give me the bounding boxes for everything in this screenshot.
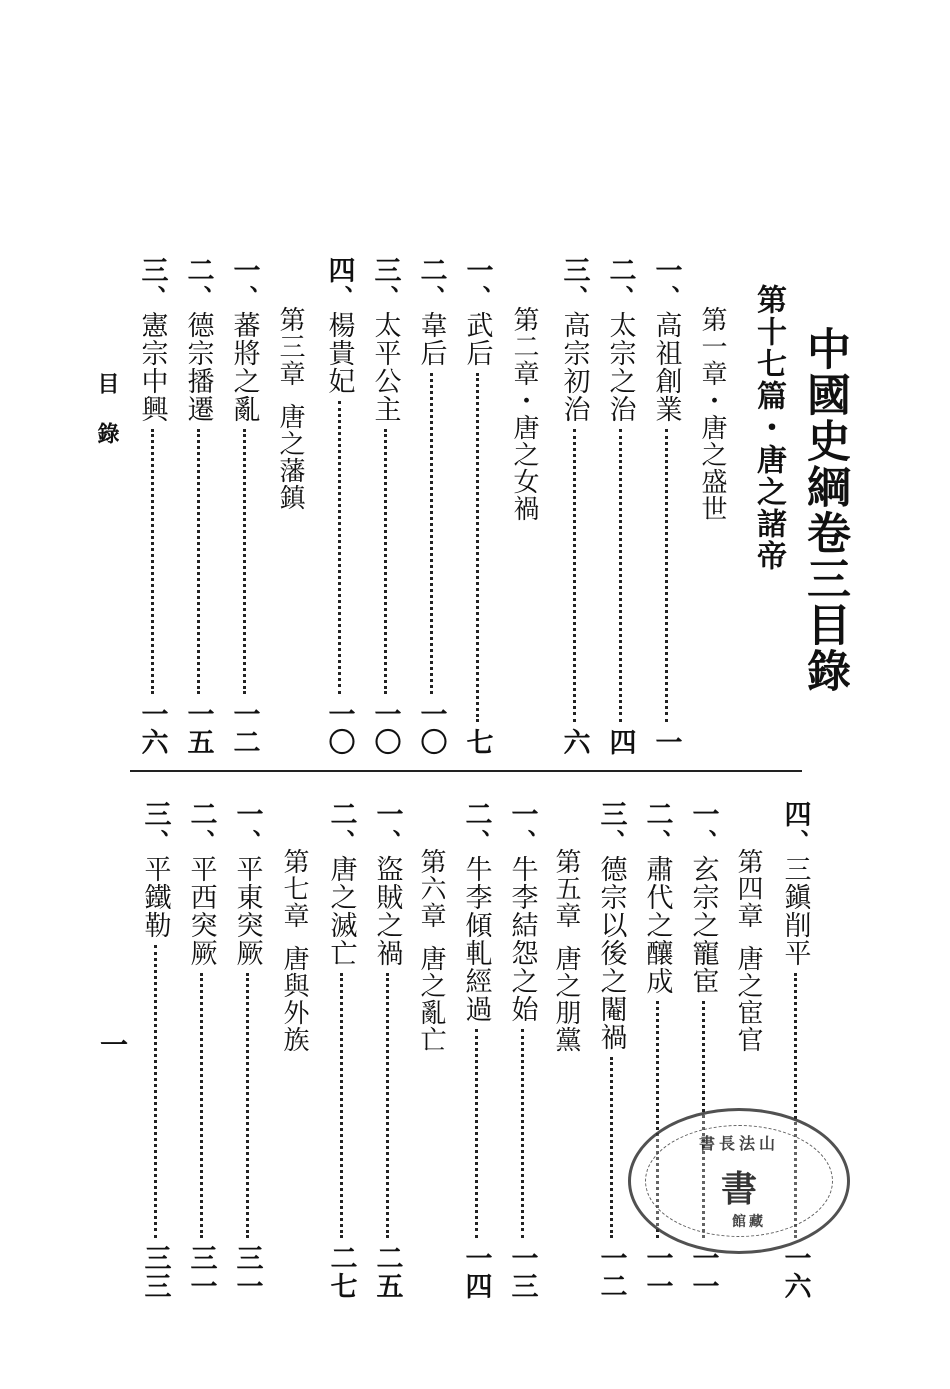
- dot-leader: [521, 1029, 524, 1238]
- enumeration-mark: 、: [373, 829, 402, 853]
- dot-leader: [154, 945, 157, 1238]
- enumeration-mark: 、: [606, 285, 635, 309]
- part-name: 唐之諸帝: [751, 444, 786, 572]
- dot-leader: [610, 1057, 613, 1238]
- entry-title: 蕃將之亂: [228, 311, 260, 423]
- toc-entry[interactable]: [592, 800, 630, 1300]
- enumeration-mark: 、: [781, 829, 810, 853]
- entry-title: 楊貴妃: [323, 311, 355, 395]
- entry-number: 四: [323, 256, 355, 284]
- toc-entry[interactable]: [225, 256, 263, 756]
- entry-number: 一: [650, 256, 682, 284]
- enumeration-mark: 、: [689, 829, 718, 853]
- entry-title: 肅代之釀成: [641, 855, 673, 995]
- entry-page: 六: [558, 728, 590, 756]
- entry-number: 三: [139, 800, 171, 828]
- dot-leader: [619, 429, 622, 722]
- dot-leader: [243, 429, 246, 694]
- entry-number: 三: [558, 256, 590, 284]
- entry-title: 三鎭削平: [779, 855, 811, 967]
- entry-page: 一六: [779, 1244, 811, 1300]
- enumeration-mark: 、: [141, 829, 170, 853]
- toc-entry[interactable]: [322, 800, 360, 1300]
- enumeration-mark: 、: [184, 285, 213, 309]
- entry-page: 一六: [136, 700, 168, 756]
- entry-page: 一二: [228, 700, 260, 756]
- toc-entry[interactable]: [412, 256, 450, 756]
- chapter-2-name: 唐之女禍: [509, 414, 539, 522]
- entry-number: 四: [779, 800, 811, 828]
- enumeration-mark: 、: [138, 285, 167, 309]
- dot-leader: [475, 1029, 478, 1238]
- chapter-separator: ・: [697, 387, 727, 414]
- entry-number: 二: [415, 256, 447, 284]
- entry-title: 盜賊之禍: [371, 855, 403, 967]
- entry-title: 平西突厥: [185, 855, 217, 967]
- chapter-7-name: 唐與外族: [279, 945, 309, 1053]
- entry-page: 一一: [641, 1244, 673, 1300]
- entry-number: 一: [506, 800, 538, 828]
- chapter-2-label: 第二章: [509, 306, 539, 387]
- entry-page: 一三: [506, 1244, 538, 1300]
- chapter-6-name: 唐之亂亡: [416, 945, 446, 1053]
- running-head-text: 目錄: [94, 372, 120, 472]
- entry-title: 牛李傾軋經過: [460, 855, 492, 1023]
- chapter-4-heading: [730, 848, 766, 1068]
- toc-entry[interactable]: [133, 256, 171, 756]
- enumeration-mark: 、: [560, 285, 589, 309]
- toc-entry[interactable]: [182, 800, 220, 1300]
- chapter-2-heading: [506, 306, 542, 536]
- entry-title: 唐之滅亡: [325, 855, 357, 967]
- entry-number: 一: [228, 256, 260, 284]
- entry-page: 三一: [231, 1244, 263, 1300]
- library-stamp: [628, 1108, 850, 1254]
- entry-number: 二: [641, 800, 673, 828]
- stamp-center-text: 書: [720, 1168, 757, 1210]
- entry-title: 高宗初治: [558, 311, 590, 423]
- dot-leader: [665, 429, 668, 722]
- toc-entry[interactable]: [503, 800, 541, 1300]
- entry-page: 一四: [460, 1244, 492, 1300]
- dot-leader: [197, 429, 200, 694]
- entry-title: 平鐵勒: [139, 855, 171, 939]
- entry-page: 一五: [182, 700, 214, 756]
- toc-entry[interactable]: [647, 256, 685, 756]
- toc-entry[interactable]: [457, 800, 495, 1300]
- entry-page: 一〇: [323, 700, 355, 756]
- entry-page: 七: [461, 728, 493, 756]
- toc-entry[interactable]: [368, 800, 406, 1300]
- dot-leader: [476, 373, 479, 722]
- entry-number: 一: [231, 800, 263, 828]
- enumeration-mark: 、: [463, 285, 492, 309]
- chapter-4-label: 第四章: [733, 848, 763, 929]
- stamp-bottom-text: 館藏: [732, 1214, 766, 1230]
- entry-title: 德宗播遷: [182, 311, 214, 423]
- entry-title: 憲宗中興: [136, 311, 168, 423]
- chapter-6-label: 第六章: [416, 848, 446, 929]
- chapter-1-name: 唐之盛世: [697, 414, 727, 522]
- dot-leader: [430, 373, 433, 694]
- enumeration-mark: 、: [233, 829, 262, 853]
- chapter-5-label: 第五章: [551, 848, 581, 929]
- entry-title: 牛李結怨之始: [506, 855, 538, 1023]
- dot-leader: [573, 429, 576, 722]
- toc-entry[interactable]: [179, 256, 217, 756]
- toc-entry[interactable]: [601, 256, 639, 756]
- part-separator: ・: [751, 412, 786, 444]
- entry-number: 一: [687, 800, 719, 828]
- enumeration-mark: 、: [643, 829, 672, 853]
- chapter-3-heading: [272, 306, 308, 536]
- chapter-1-label: 第一章: [697, 306, 727, 387]
- enumeration-mark: 、: [325, 285, 354, 309]
- section-divider: [130, 770, 802, 772]
- page-number: [96, 1030, 128, 1070]
- dot-leader: [200, 973, 203, 1238]
- enumeration-mark: 、: [462, 829, 491, 853]
- book-title: 中國史綱卷三目錄: [799, 326, 850, 694]
- toc-entry[interactable]: [458, 256, 496, 756]
- entry-page: 二七: [325, 1244, 357, 1300]
- chapter-3-label: 第三章: [275, 306, 305, 387]
- entry-number: 三: [136, 256, 168, 284]
- part-label: 第十七篇: [751, 284, 786, 412]
- toc-entry[interactable]: [228, 800, 266, 1300]
- part-heading: [748, 284, 788, 584]
- dot-leader: [384, 429, 387, 694]
- dot-leader: [338, 401, 341, 694]
- enumeration-mark: 、: [652, 285, 681, 309]
- entry-title: 高祖創業: [650, 311, 682, 423]
- enumeration-mark: 、: [327, 829, 356, 853]
- stamp-top-text: 書長法山: [698, 1134, 779, 1153]
- entry-title: 太平公主: [369, 311, 401, 423]
- chapter-separator: ・: [509, 387, 539, 414]
- toc-entry[interactable]: [136, 800, 174, 1300]
- page-number-text: 一: [96, 1030, 129, 1058]
- enumeration-mark: 、: [187, 829, 216, 853]
- running-head: [92, 372, 122, 482]
- entry-number: 二: [604, 256, 636, 284]
- toc-entry[interactable]: [555, 256, 593, 756]
- chapter-7-label: 第七章: [279, 848, 309, 929]
- entry-page: 二五: [371, 1244, 403, 1300]
- entry-title: 玄宗之寵宦: [687, 855, 719, 995]
- entry-title: 德宗以後之閹禍: [595, 855, 627, 1051]
- enumeration-mark: 、: [230, 285, 259, 309]
- entry-number: 一: [371, 800, 403, 828]
- chapter-6-heading: [413, 848, 449, 1068]
- entry-page: 一一: [687, 1244, 719, 1300]
- book-title-column: [796, 326, 852, 694]
- chapter-4-name: 唐之宦官: [733, 945, 763, 1053]
- toc-entry[interactable]: [366, 256, 404, 756]
- enumeration-mark: 、: [371, 285, 400, 309]
- chapter-1-heading: [694, 306, 730, 536]
- entry-page: 一〇: [369, 700, 401, 756]
- toc-entry[interactable]: [320, 256, 358, 756]
- dot-leader: [151, 429, 154, 694]
- chapter-7-heading: [276, 848, 312, 1068]
- dot-leader: [386, 973, 389, 1238]
- entry-number: 二: [185, 800, 217, 828]
- dot-leader: [246, 973, 249, 1238]
- entry-number: 三: [595, 800, 627, 828]
- entry-page: 三三: [139, 1244, 171, 1300]
- entry-number: 三: [369, 256, 401, 284]
- entry-number: 二: [325, 800, 357, 828]
- chapter-3-name: 唐之藩鎮: [275, 403, 305, 511]
- dot-leader: [340, 973, 343, 1238]
- entry-page: 一〇: [415, 700, 447, 756]
- entry-page: 四: [604, 728, 636, 756]
- entry-title: 平東突厥: [231, 855, 263, 967]
- enumeration-mark: 、: [597, 829, 626, 853]
- chapter-5-heading: [548, 848, 584, 1068]
- entry-number: 二: [460, 800, 492, 828]
- entry-number: 一: [461, 256, 493, 284]
- entry-page: 三一: [185, 1244, 217, 1300]
- entry-page: 一: [650, 728, 682, 756]
- enumeration-mark: 、: [508, 829, 537, 853]
- entry-page: 一二: [595, 1244, 627, 1300]
- chapter-5-name: 唐之朋黨: [551, 945, 581, 1053]
- entry-number: 二: [182, 256, 214, 284]
- enumeration-mark: 、: [417, 285, 446, 309]
- entry-title: 武后: [461, 311, 493, 367]
- entry-title: 太宗之治: [604, 311, 636, 423]
- entry-title: 韋后: [415, 311, 447, 367]
